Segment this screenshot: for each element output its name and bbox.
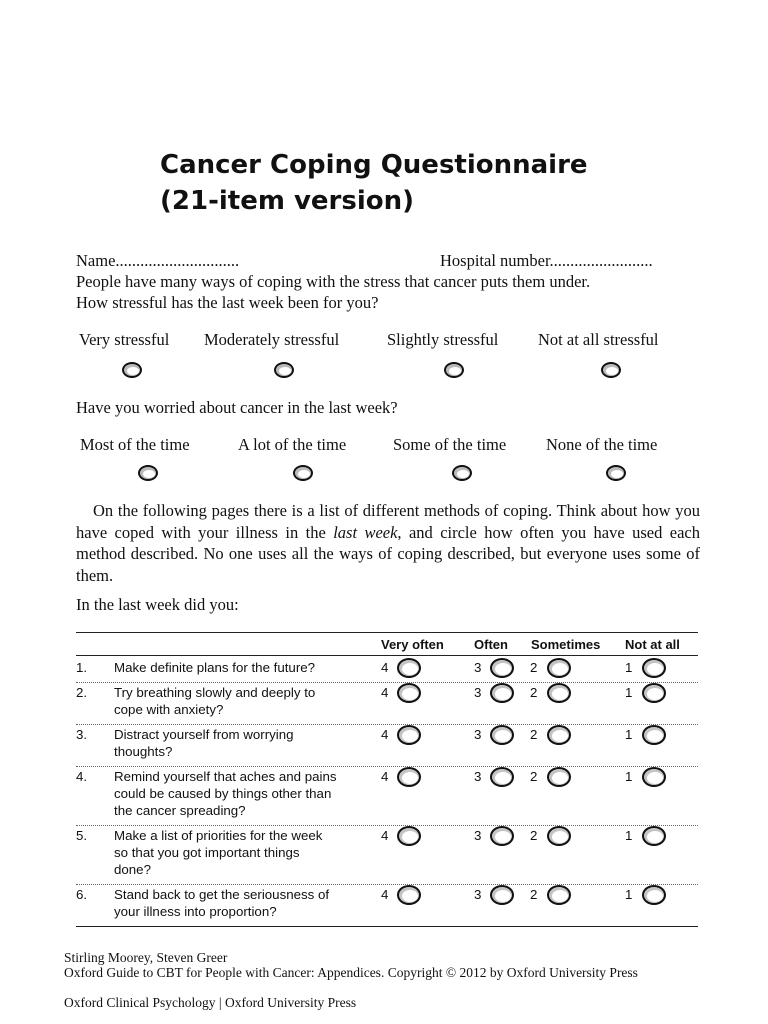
instructions-paragraph: On the following pages there is a list of different methods of coping. Think about how you have coped with your illness in the last week, and circle how often you have used each method described. No one uses all the ways of coping described, but everyone uses some of them. (76, 501, 700, 585)
worry-option-label: Most of the time (80, 435, 190, 454)
answer-circle[interactable] (397, 683, 421, 703)
answer-circle[interactable] (397, 767, 421, 787)
item-text: Remind yourself that aches and pains could be caused by things other than the cancer spreading? (114, 769, 337, 818)
scale-value: 3 (474, 660, 482, 675)
answer-circle[interactable] (547, 683, 571, 703)
answer-circle[interactable] (490, 826, 514, 846)
scale-value: 3 (474, 828, 482, 843)
item-number: 2. (76, 685, 88, 700)
table-header-rule (76, 655, 698, 656)
scale-value: 2 (530, 727, 538, 742)
item-number: 5. (76, 828, 88, 843)
answer-circle[interactable] (397, 885, 421, 905)
item-number: 6. (76, 887, 88, 902)
header-very-often: Very often (381, 637, 444, 652)
stress-radio-very[interactable] (122, 362, 142, 378)
answer-circle[interactable] (547, 885, 571, 905)
item-number: 1. (76, 660, 88, 675)
name-field[interactable]: Name.............................. (76, 251, 240, 270)
lead-in: In the last week did you: (76, 595, 239, 614)
answer-circle[interactable] (547, 725, 571, 745)
scale-value: 4 (381, 887, 389, 902)
item-text: Make definite plans for the future? (114, 660, 316, 675)
scale-value: 3 (474, 887, 482, 902)
scale-value: 1 (625, 727, 633, 742)
header-not-at-all: Not at all (625, 637, 680, 652)
header-sometimes: Sometimes (531, 637, 601, 652)
worry-radio-most[interactable] (138, 465, 158, 481)
answer-circle[interactable] (642, 658, 666, 678)
row-divider (76, 825, 698, 826)
scale-value: 4 (381, 828, 389, 843)
scale-value: 3 (474, 769, 482, 784)
answer-circle[interactable] (397, 826, 421, 846)
scale-value: 2 (530, 685, 538, 700)
scale-value: 1 (625, 769, 633, 784)
answer-circle[interactable] (490, 683, 514, 703)
stress-question: How stressful has the last week been for you? (76, 293, 379, 312)
scale-value: 4 (381, 660, 389, 675)
item-text: Distract yourself from worrying thoughts? (114, 727, 294, 759)
worry-option-label: None of the time (546, 435, 658, 454)
answer-circle[interactable] (490, 658, 514, 678)
footer-authors: Stirling Moorey, Steven Greer (64, 950, 228, 965)
item-text: Try breathing slowly and deeply to cope with anxiety? (114, 685, 316, 717)
scale-value: 4 (381, 727, 389, 742)
scale-value: 1 (625, 660, 633, 675)
page-subtitle: (21-item version) (160, 186, 415, 216)
answer-circle[interactable] (397, 725, 421, 745)
answer-circle[interactable] (642, 725, 666, 745)
stress-option-label: Slightly stressful (387, 330, 499, 349)
stress-radio-not-at-all[interactable] (601, 362, 621, 378)
scale-value: 2 (530, 660, 538, 675)
scale-value: 1 (625, 685, 633, 700)
worry-question: Have you worried about cancer in the last week? (76, 398, 398, 417)
scale-value: 1 (625, 887, 633, 902)
worry-radio-some[interactable] (452, 465, 472, 481)
answer-circle[interactable] (547, 658, 571, 678)
answer-circle[interactable] (642, 683, 666, 703)
row-divider (76, 682, 698, 683)
item-number: 3. (76, 727, 88, 742)
scale-value: 2 (530, 887, 538, 902)
answer-circle[interactable] (397, 658, 421, 678)
answer-circle[interactable] (642, 885, 666, 905)
worry-radio-none[interactable] (606, 465, 626, 481)
stress-option-label: Very stressful (79, 330, 170, 349)
footer-book: Oxford Guide to CBT for People with Cancer: Appendices. Copyright © 2012 by Oxford University Press (64, 965, 638, 980)
item-text: Stand back to get the seriousness of your illness into proportion? (114, 887, 330, 919)
page-title: Cancer Coping Questionnaire (160, 150, 588, 180)
scale-value: 2 (530, 828, 538, 843)
answer-circle[interactable] (642, 767, 666, 787)
header-often: Often (474, 637, 508, 652)
intro-line-1: People have many ways of coping with the stress that cancer puts them under. (76, 272, 591, 291)
stress-option-label: Moderately stressful (204, 330, 340, 349)
item-text: Make a list of priorities for the week so that you got important things done? (114, 828, 323, 877)
answer-circle[interactable] (490, 767, 514, 787)
scale-value: 4 (381, 685, 389, 700)
worry-option-label: A lot of the time (238, 435, 347, 454)
stress-radio-slightly[interactable] (444, 362, 464, 378)
stress-option-label: Not at all stressful (538, 330, 659, 349)
answer-circle[interactable] (642, 826, 666, 846)
worry-option-label: Some of the time (393, 435, 507, 454)
scale-value: 2 (530, 769, 538, 784)
stress-radio-moderately[interactable] (274, 362, 294, 378)
answer-circle[interactable] (547, 767, 571, 787)
row-divider (76, 884, 698, 885)
table-bottom-rule (76, 926, 698, 927)
row-divider (76, 724, 698, 725)
hospital-number-field[interactable]: Hospital number......................... (440, 251, 653, 270)
scale-value: 1 (625, 828, 633, 843)
answer-circle[interactable] (490, 725, 514, 745)
scale-value: 3 (474, 727, 482, 742)
row-divider (76, 766, 698, 767)
answer-circle[interactable] (547, 826, 571, 846)
answer-circle[interactable] (490, 885, 514, 905)
scale-value: 3 (474, 685, 482, 700)
footer-series: Oxford Clinical Psychology | Oxford University Press (64, 995, 357, 1010)
item-number: 4. (76, 769, 88, 784)
worry-radio-a-lot[interactable] (293, 465, 313, 481)
emphasis-last-week: last week (333, 522, 398, 542)
table-top-rule (76, 632, 698, 633)
scale-value: 4 (381, 769, 389, 784)
